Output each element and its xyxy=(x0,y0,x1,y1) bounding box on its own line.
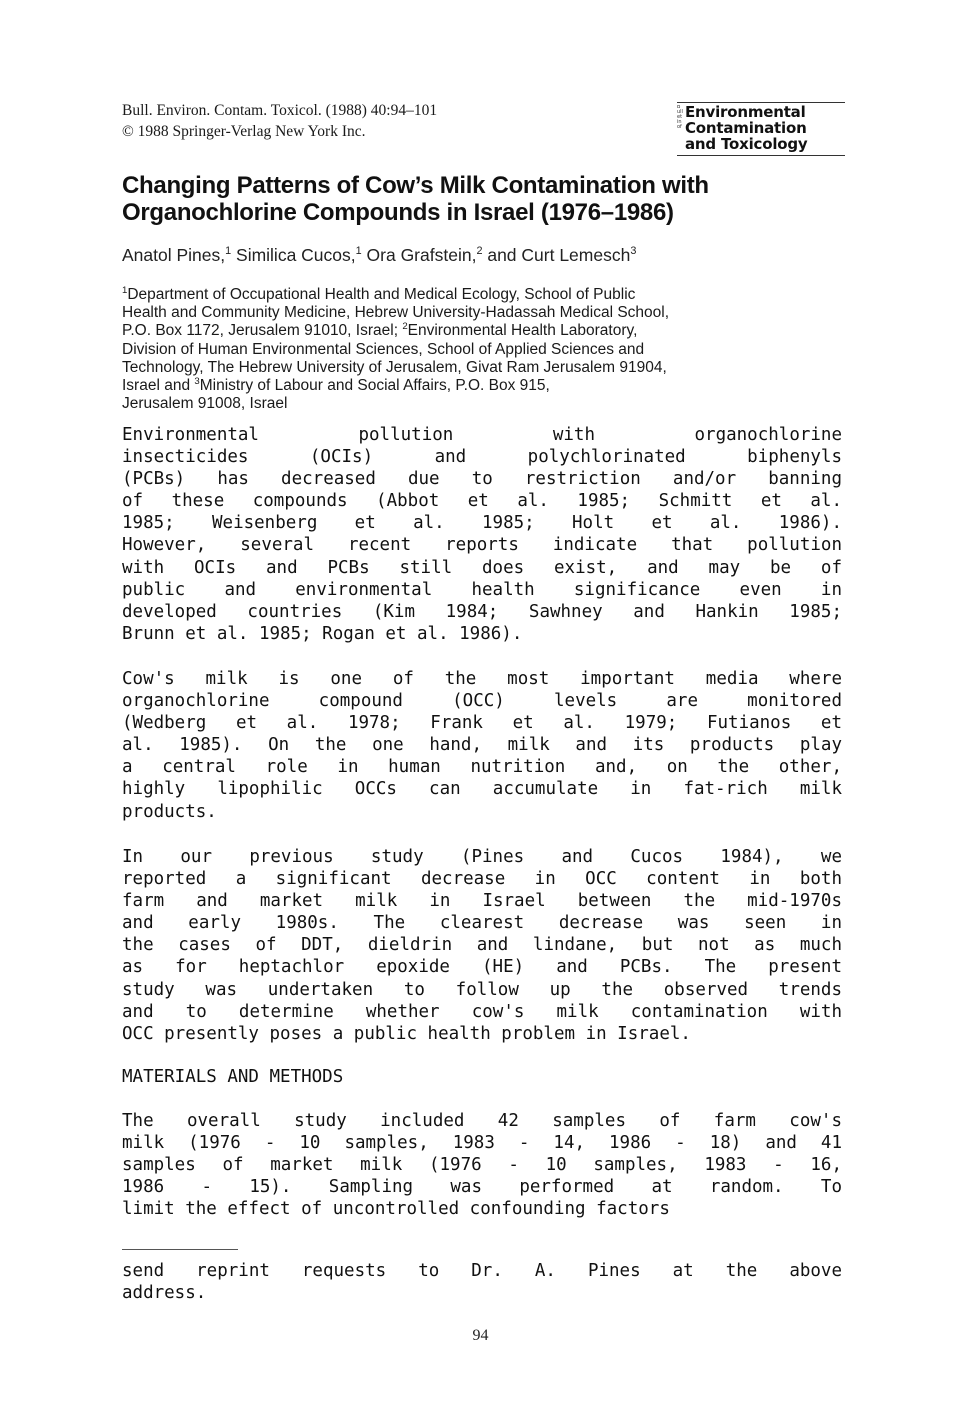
journal-logo-line-1: Environmental xyxy=(685,103,806,121)
affiliation-text: Environmental Health Laboratory, xyxy=(407,322,638,340)
title-line-1: Changing Patterns of Cow’s Milk Contamination with xyxy=(122,172,709,199)
author-list xyxy=(122,244,636,266)
text-line: farm and market milk in Israel between the mid-1970s xyxy=(122,891,842,912)
text-line: (Wedberg et al. 1978; Frank et al. 1979; Futianos et xyxy=(122,713,842,734)
author-name: Similica Cucos, xyxy=(231,245,356,265)
author-affiliation-mark: 1 xyxy=(225,245,232,258)
affiliation-text: Division of Human Environmental Sciences, School of Applied Sciences and xyxy=(122,340,645,358)
text-line: Cow's milk is one of the most important media where xyxy=(122,669,842,689)
affiliation-text: Department of Occupational Health and Medical Ecology, School of Public xyxy=(127,286,636,303)
text-line: and early 1980s. The clearest decrease was seen in xyxy=(122,913,842,934)
footnote xyxy=(122,1260,842,1304)
text-line: limit the effect of uncontrolled confounding factors xyxy=(122,1199,670,1220)
author-affiliation-mark: 2 xyxy=(476,245,483,258)
affiliation-line xyxy=(122,341,842,359)
text-line: In our previous study (Pines and Cucos 1984), we xyxy=(122,847,842,867)
paragraph-previous-study xyxy=(122,846,842,1045)
text-line: samples of market milk (1976 - 10 samples, 1983 - 16, xyxy=(122,1155,842,1176)
text-line: as for heptachlor epoxide (HE) and PCBs. The present xyxy=(122,957,842,978)
text-line: organochlorine compound (OCC) levels are monitored xyxy=(122,691,842,712)
author-affiliation-mark: 3 xyxy=(630,245,637,258)
affiliation-line xyxy=(122,377,842,395)
journal-logo-text xyxy=(685,104,807,152)
footnote-divider xyxy=(122,1249,238,1250)
affiliation-line xyxy=(122,359,842,377)
paragraph-milk-monitoring xyxy=(122,668,842,823)
text-line: public and environmental health significance even in xyxy=(122,579,842,600)
author-affiliation-mark: 1 xyxy=(355,245,362,258)
affiliation-line xyxy=(122,286,842,304)
text-line: of these compounds (Abbot et al. 1985; Schmitt et al. xyxy=(122,491,842,512)
citation-line-1: Bull. Environ. Contam. Toxicol. (1988) 40:94–101 xyxy=(122,102,438,119)
text-line: highly lipophilic OCCs can accumulate in fat-rich milk xyxy=(122,779,842,800)
affiliations xyxy=(122,286,842,413)
text-line: address. xyxy=(122,1283,207,1304)
citation-line-2: © 1988 Springer-Verlag New York Inc. xyxy=(122,123,366,140)
text-line: a central role in human nutrition and, on the other, xyxy=(122,757,842,778)
text-line: 1985; Weisenberg et al. 1985; Holt et al. 1986). xyxy=(122,513,842,534)
text-line: al. 1985). On the one hand, milk and its products play xyxy=(122,735,842,756)
affiliation-line xyxy=(122,304,842,322)
text-line: products. xyxy=(122,801,217,822)
text-line: insecticides (OCIs) and polychlorinated biphenyls xyxy=(122,447,842,468)
text-line: The overall study included 42 samples of farm cow's xyxy=(122,1111,842,1131)
text-line: (PCBs) has decreased due to restriction and/or banning xyxy=(122,469,842,490)
text-line: milk (1976 - 10 samples, 1983 - 14, 1986 - 18) and 41 xyxy=(122,1133,842,1154)
text-line: with OCIs and PCBs still does exist, and may be of xyxy=(122,557,842,578)
affiliation-text: Jerusalem 91008, Israel xyxy=(122,395,288,413)
author-name: Ora Grafstein, xyxy=(361,245,477,265)
journal-logo-line-2: Contamination xyxy=(685,119,807,137)
text-line: study was undertaken to follow up the observed trends xyxy=(122,979,842,1000)
affiliation-mark: 3 xyxy=(194,375,200,387)
text-line: reported a significant decrease in OCC content in both xyxy=(122,869,842,890)
affiliation-mark: 2 xyxy=(402,321,408,333)
text-line: Environmental pollution with organochlorine xyxy=(122,425,842,445)
author-name: Anatol Pines, xyxy=(122,245,226,265)
affiliation-text: Technology, The Hebrew University of Jerusalem, Givat Ram Jerusalem 91904, xyxy=(122,358,667,376)
affiliation-line xyxy=(122,395,842,413)
title-line-2: Organochlorine Compounds in Israel (1976–1986) xyxy=(122,199,674,226)
journal-logo xyxy=(677,102,845,156)
affiliation-text: P.O. Box 1172, Jerusalem 91010, Israel; xyxy=(122,322,403,340)
paragraph-methods xyxy=(122,1110,842,1220)
text-line: and to determine whether cow's milk contamination with xyxy=(122,1001,842,1022)
journal-logo-side-text: Bulletin of xyxy=(677,105,683,130)
article-title xyxy=(122,172,842,226)
text-line: developed countries (Kim 1984; Sawhney and Hankin 1985; xyxy=(122,601,842,622)
section-heading-materials-methods: MATERIALS AND METHODS xyxy=(122,1067,344,1087)
text-line: OCC presently poses a public health problem in Israel. xyxy=(122,1023,691,1044)
author-name: and Curt Lemesch xyxy=(482,245,631,265)
affiliation-line xyxy=(122,322,842,340)
paragraph-introduction xyxy=(122,424,842,645)
journal-citation xyxy=(122,100,437,142)
affiliation-text: Ministry of Labour and Social Affairs, P.O. Box 915, xyxy=(199,377,550,395)
text-line: send reprint requests to Dr. A. Pines at the above xyxy=(122,1261,842,1281)
page-number: 94 xyxy=(472,1327,489,1344)
affiliation-text: Health and Community Medicine, Hebrew University-Hadassah Medical School, xyxy=(122,304,670,322)
affiliation-mark: 1 xyxy=(122,284,128,296)
text-line: Brunn et al. 1985; Rogan et al. 1986). xyxy=(122,623,523,644)
text-line: the cases of DDT, dieldrin and lindane, but not as much xyxy=(122,935,842,956)
affiliation-text: Israel and xyxy=(122,377,195,395)
text-line: However, several recent reports indicate that pollution xyxy=(122,535,842,556)
text-line: 1986 - 15). Sampling was performed at random. To xyxy=(122,1177,842,1198)
journal-logo-line-3: and Toxicology xyxy=(685,135,808,153)
